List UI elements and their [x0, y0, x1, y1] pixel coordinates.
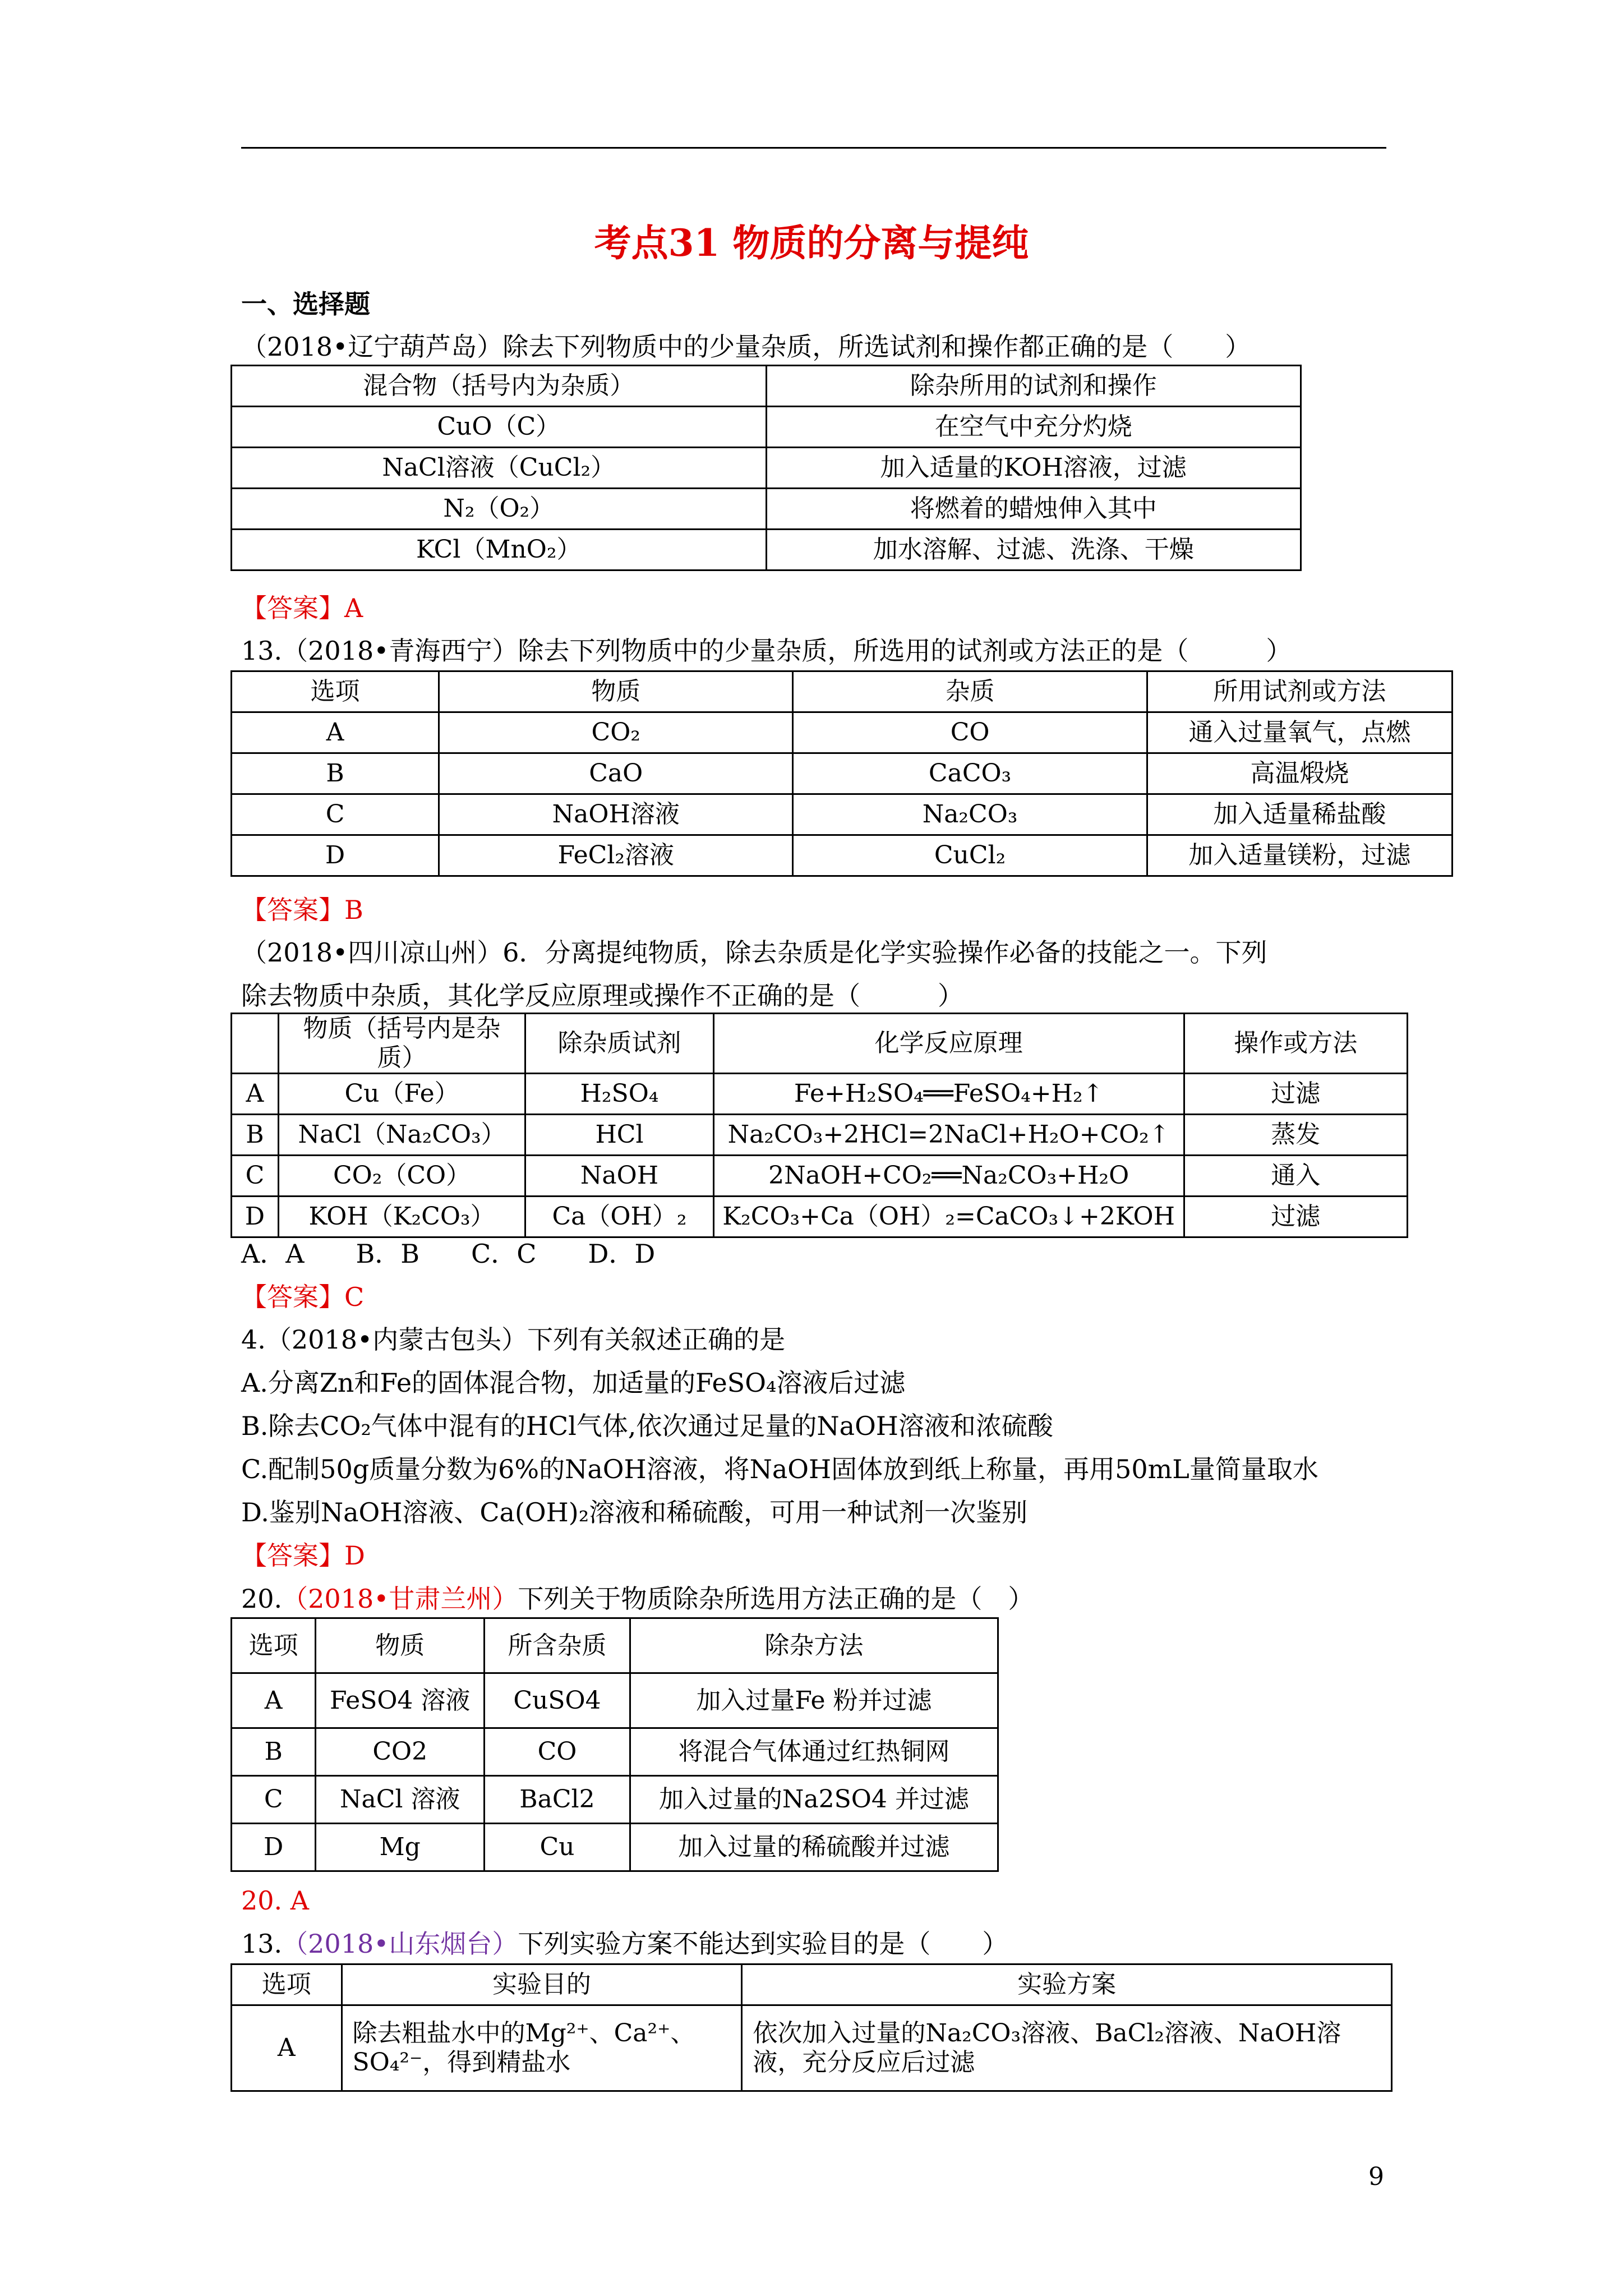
header-rule — [241, 147, 1386, 149]
table-cell: 加入适量的KOH溶液，过滤 — [766, 448, 1301, 489]
table-cell: CO — [485, 1728, 630, 1776]
table-row — [232, 1776, 998, 1824]
table-cell: Na₂CO₃+2HCl=2NaCl+H₂O+CO₂↑ — [713, 1115, 1184, 1156]
table-cell: CO2 — [316, 1728, 485, 1776]
table-header-cell: 除杂质试剂 — [525, 1014, 714, 1074]
table-header-row — [232, 671, 1453, 712]
table-cell: KOH（K₂CO₃） — [278, 1197, 525, 1237]
q6-goal-line2: SO₄²⁻，得到精盐水 — [352, 2048, 571, 2077]
table-header-cell: 除杂所用的试剂和操作 — [766, 366, 1301, 407]
table-header-row — [232, 366, 1301, 407]
q5-stem: 下列关于物质除杂所选用方法正确的是（ ） — [518, 1584, 1034, 1614]
table-row — [232, 489, 1301, 530]
table-header-cell: 选项 — [232, 1964, 342, 2005]
table-header-cell: 选项 — [232, 671, 439, 712]
q5-stem-line — [241, 1582, 1034, 1616]
table-header-cell: 除杂方法 — [630, 1618, 998, 1673]
q1-table — [230, 365, 1302, 571]
q1-stem: （2018•辽宁葫芦岛）除去下列物质中的少量杂质，所选试剂和操作都正确的是（ ） — [241, 332, 1251, 362]
table-cell: 加入适量镁粉，过滤 — [1147, 835, 1452, 876]
table-cell: 过滤 — [1184, 1074, 1407, 1115]
table-cell: FeSO4 溶液 — [316, 1673, 485, 1728]
table-cell: B — [232, 1115, 279, 1156]
table-cell: CuO（C） — [232, 407, 767, 448]
table-cell: B — [232, 1728, 316, 1776]
table-cell: NaOH — [525, 1156, 714, 1197]
table-cell: NaOH溶液 — [439, 794, 793, 835]
table-cell: NaCl（Na₂CO₃） — [278, 1115, 525, 1156]
page-title: 考点31 物质的分离与提纯 — [594, 221, 1029, 265]
table-cell: 加入过量Fe 粉并过滤 — [630, 1673, 998, 1728]
table-cell: 加入过量的Na2SO4 并过滤 — [630, 1776, 998, 1824]
table-row — [232, 1673, 998, 1728]
table-cell: C — [232, 794, 439, 835]
table-cell: NaCl 溶液 — [316, 1776, 485, 1824]
table-header-cell: 所含杂质 — [485, 1618, 630, 1673]
q6-stem: 下列实验方案不能达到实验目的是（ ） — [518, 1929, 1008, 1959]
table-cell: D — [232, 1197, 279, 1237]
table-cell: Fe+H₂SO₄══FeSO₄+H₂↑ — [713, 1074, 1184, 1115]
table-cell: FeCl₂溶液 — [439, 835, 793, 876]
table-cell: B — [232, 753, 439, 794]
table-cell: CO₂（CO） — [278, 1156, 525, 1197]
table-header-cell: 物质 — [439, 671, 793, 712]
table-cell: HCl — [525, 1115, 714, 1156]
table-cell: A — [232, 712, 439, 753]
table-cell: 加入过量的稀硫酸并过滤 — [630, 1824, 998, 1871]
table-header-row — [232, 1618, 998, 1673]
table-cell: Cu（Fe） — [278, 1074, 525, 1115]
table-row — [232, 794, 1453, 835]
q5-answer: 20. A — [241, 1885, 309, 1916]
q4-option-b: B.除去CO₂气体中混有的HCl气体,依次通过足量的NaOH溶液和浓硫酸 — [241, 1411, 1053, 1441]
table-cell: 蒸发 — [1184, 1115, 1407, 1156]
table-cell: 高温煅烧 — [1147, 753, 1452, 794]
table-row — [232, 712, 1453, 753]
table-header-cell: 物质 — [316, 1618, 485, 1673]
q6-stem-line — [241, 1927, 1008, 1961]
q3-table — [230, 1013, 1408, 1238]
q3-choices: A．A B．B C．C D．D — [241, 1239, 656, 1269]
q6-table — [230, 1963, 1393, 2092]
q5-source: （2018•甘肃兰州） — [282, 1584, 518, 1614]
table-cell: Mg — [316, 1824, 485, 1871]
table-header-row — [232, 1014, 1408, 1074]
table-cell: CuCl₂ — [793, 835, 1147, 876]
table-cell: CO — [793, 712, 1147, 753]
q6-plan-line2: 液，充分反应后过滤 — [753, 2048, 975, 2077]
table-cell: A — [232, 1074, 279, 1115]
table-cell: K₂CO₃+Ca（OH）₂=CaCO₃↓+2KOH — [713, 1197, 1184, 1237]
table-cell: BaCl2 — [485, 1776, 630, 1824]
table-cell: NaCl溶液（CuCl₂） — [232, 448, 767, 489]
table-row — [232, 448, 1301, 489]
table-row — [232, 1115, 1408, 1156]
table-cell: 通入 — [1184, 1156, 1407, 1197]
q3-stem-line2: 除去物质中杂质，其化学反应原理或操作不正确的是（ ） — [241, 981, 963, 1011]
table-cell: D — [232, 1824, 316, 1871]
table-row — [232, 835, 1453, 876]
table-cell — [342, 2005, 742, 2091]
table-cell: A — [232, 2005, 342, 2091]
table-cell: CaO — [439, 753, 793, 794]
q3-stem-line1: （2018•四川凉山州）6．分离提纯物质，除去杂质是化学实验操作必备的技能之一。下列 — [241, 937, 1267, 968]
table-header-cell: 化学反应原理 — [713, 1014, 1184, 1074]
q6-number: 13. — [241, 1929, 283, 1959]
table-header-cell — [232, 1014, 279, 1074]
q2-stem: 13.（2018•青海西宁）除去下列物质中的少量杂质，所选用的试剂或方法正的是（ ） — [241, 636, 1292, 666]
table-header-cell: 所用试剂或方法 — [1147, 671, 1452, 712]
table-cell: 过滤 — [1184, 1197, 1407, 1237]
q4-stem: 4.（2018•内蒙古包头）下列有关叙述正确的是 — [241, 1324, 786, 1355]
table-header-cell: 实验方案 — [742, 1964, 1392, 2005]
table-row — [232, 1728, 998, 1776]
table-cell: 在空气中充分灼烧 — [766, 407, 1301, 448]
table-cell: H₂SO₄ — [525, 1074, 714, 1115]
table-cell: CuSO4 — [485, 1673, 630, 1728]
table-cell: CaCO₃ — [793, 753, 1147, 794]
table-cell — [742, 2005, 1392, 2091]
table-row — [232, 530, 1301, 570]
table-cell: 加水溶解、过滤、洗涤、干燥 — [766, 530, 1301, 570]
table-header-cell: 选项 — [232, 1618, 316, 1673]
table-row — [232, 2005, 1392, 2091]
q4-option-d: D.鉴别NaOH溶液、Ca(OH)₂溶液和稀硫酸，可用一种试剂一次鉴别 — [241, 1497, 1028, 1527]
table-cell: CO₂ — [439, 712, 793, 753]
q4-option-c: C.配制50g质量分数为6%的NaOH溶液，将NaOH固体放到纸上称量，再用50mL量简量取水 — [241, 1454, 1318, 1484]
table-cell: 加入适量稀盐酸 — [1147, 794, 1452, 835]
table-cell: N₂（O₂） — [232, 489, 767, 530]
q2-table — [230, 670, 1453, 877]
q2-answer: 【答案】B — [241, 895, 363, 925]
q4-option-a: A.分离Zn和Fe的固体混合物，加适量的FeSO₄溶液后过滤 — [241, 1368, 906, 1398]
q6-goal-line1: 除去粗盐水中的Mg²⁺、Ca²⁺、 — [352, 2019, 695, 2047]
table-cell: D — [232, 835, 439, 876]
q6-source: （2018•山东烟台） — [282, 1929, 518, 1959]
q1-answer: 【答案】A — [241, 593, 363, 623]
table-header-cell: 操作或方法 — [1184, 1014, 1407, 1074]
table-row — [232, 1074, 1408, 1115]
table-row — [232, 407, 1301, 448]
table-row — [232, 1824, 998, 1871]
q5-number: 20. — [241, 1584, 283, 1614]
q5-table — [230, 1617, 999, 1872]
table-header-cell: 实验目的 — [342, 1964, 742, 2005]
table-cell: 将燃着的蜡烛伸入其中 — [766, 489, 1301, 530]
table-cell: KCl（MnO₂） — [232, 530, 767, 570]
table-cell: 2NaOH+CO₂══Na₂CO₃+H₂O — [713, 1156, 1184, 1197]
page-number: 9 — [1368, 2162, 1384, 2191]
table-cell: C — [232, 1776, 316, 1824]
q6-plan-line1: 依次加入过量的Na₂CO₃溶液、BaCl₂溶液、NaOH溶 — [753, 2019, 1341, 2047]
section-heading: 一、选择题 — [241, 289, 370, 319]
table-row — [232, 753, 1453, 794]
q4-answer: 【答案】D — [241, 1540, 365, 1571]
table-cell: 将混合气体通过红热铜网 — [630, 1728, 998, 1776]
table-header-cell: 混合物（括号内为杂质） — [232, 366, 767, 407]
table-cell: Na₂CO₃ — [793, 794, 1147, 835]
table-header-cell: 杂质 — [793, 671, 1147, 712]
table-cell: Cu — [485, 1824, 630, 1871]
table-cell: Ca（OH）₂ — [525, 1197, 714, 1237]
table-cell: C — [232, 1156, 279, 1197]
table-row — [232, 1156, 1408, 1197]
table-header-cell: 物质（括号内是杂质） — [278, 1014, 525, 1074]
table-cell: A — [232, 1673, 316, 1728]
table-cell: 通入过量氧气，点燃 — [1147, 712, 1452, 753]
table-header-row — [232, 1964, 1392, 2005]
table-row — [232, 1197, 1408, 1237]
q3-answer: 【答案】C — [241, 1282, 365, 1312]
